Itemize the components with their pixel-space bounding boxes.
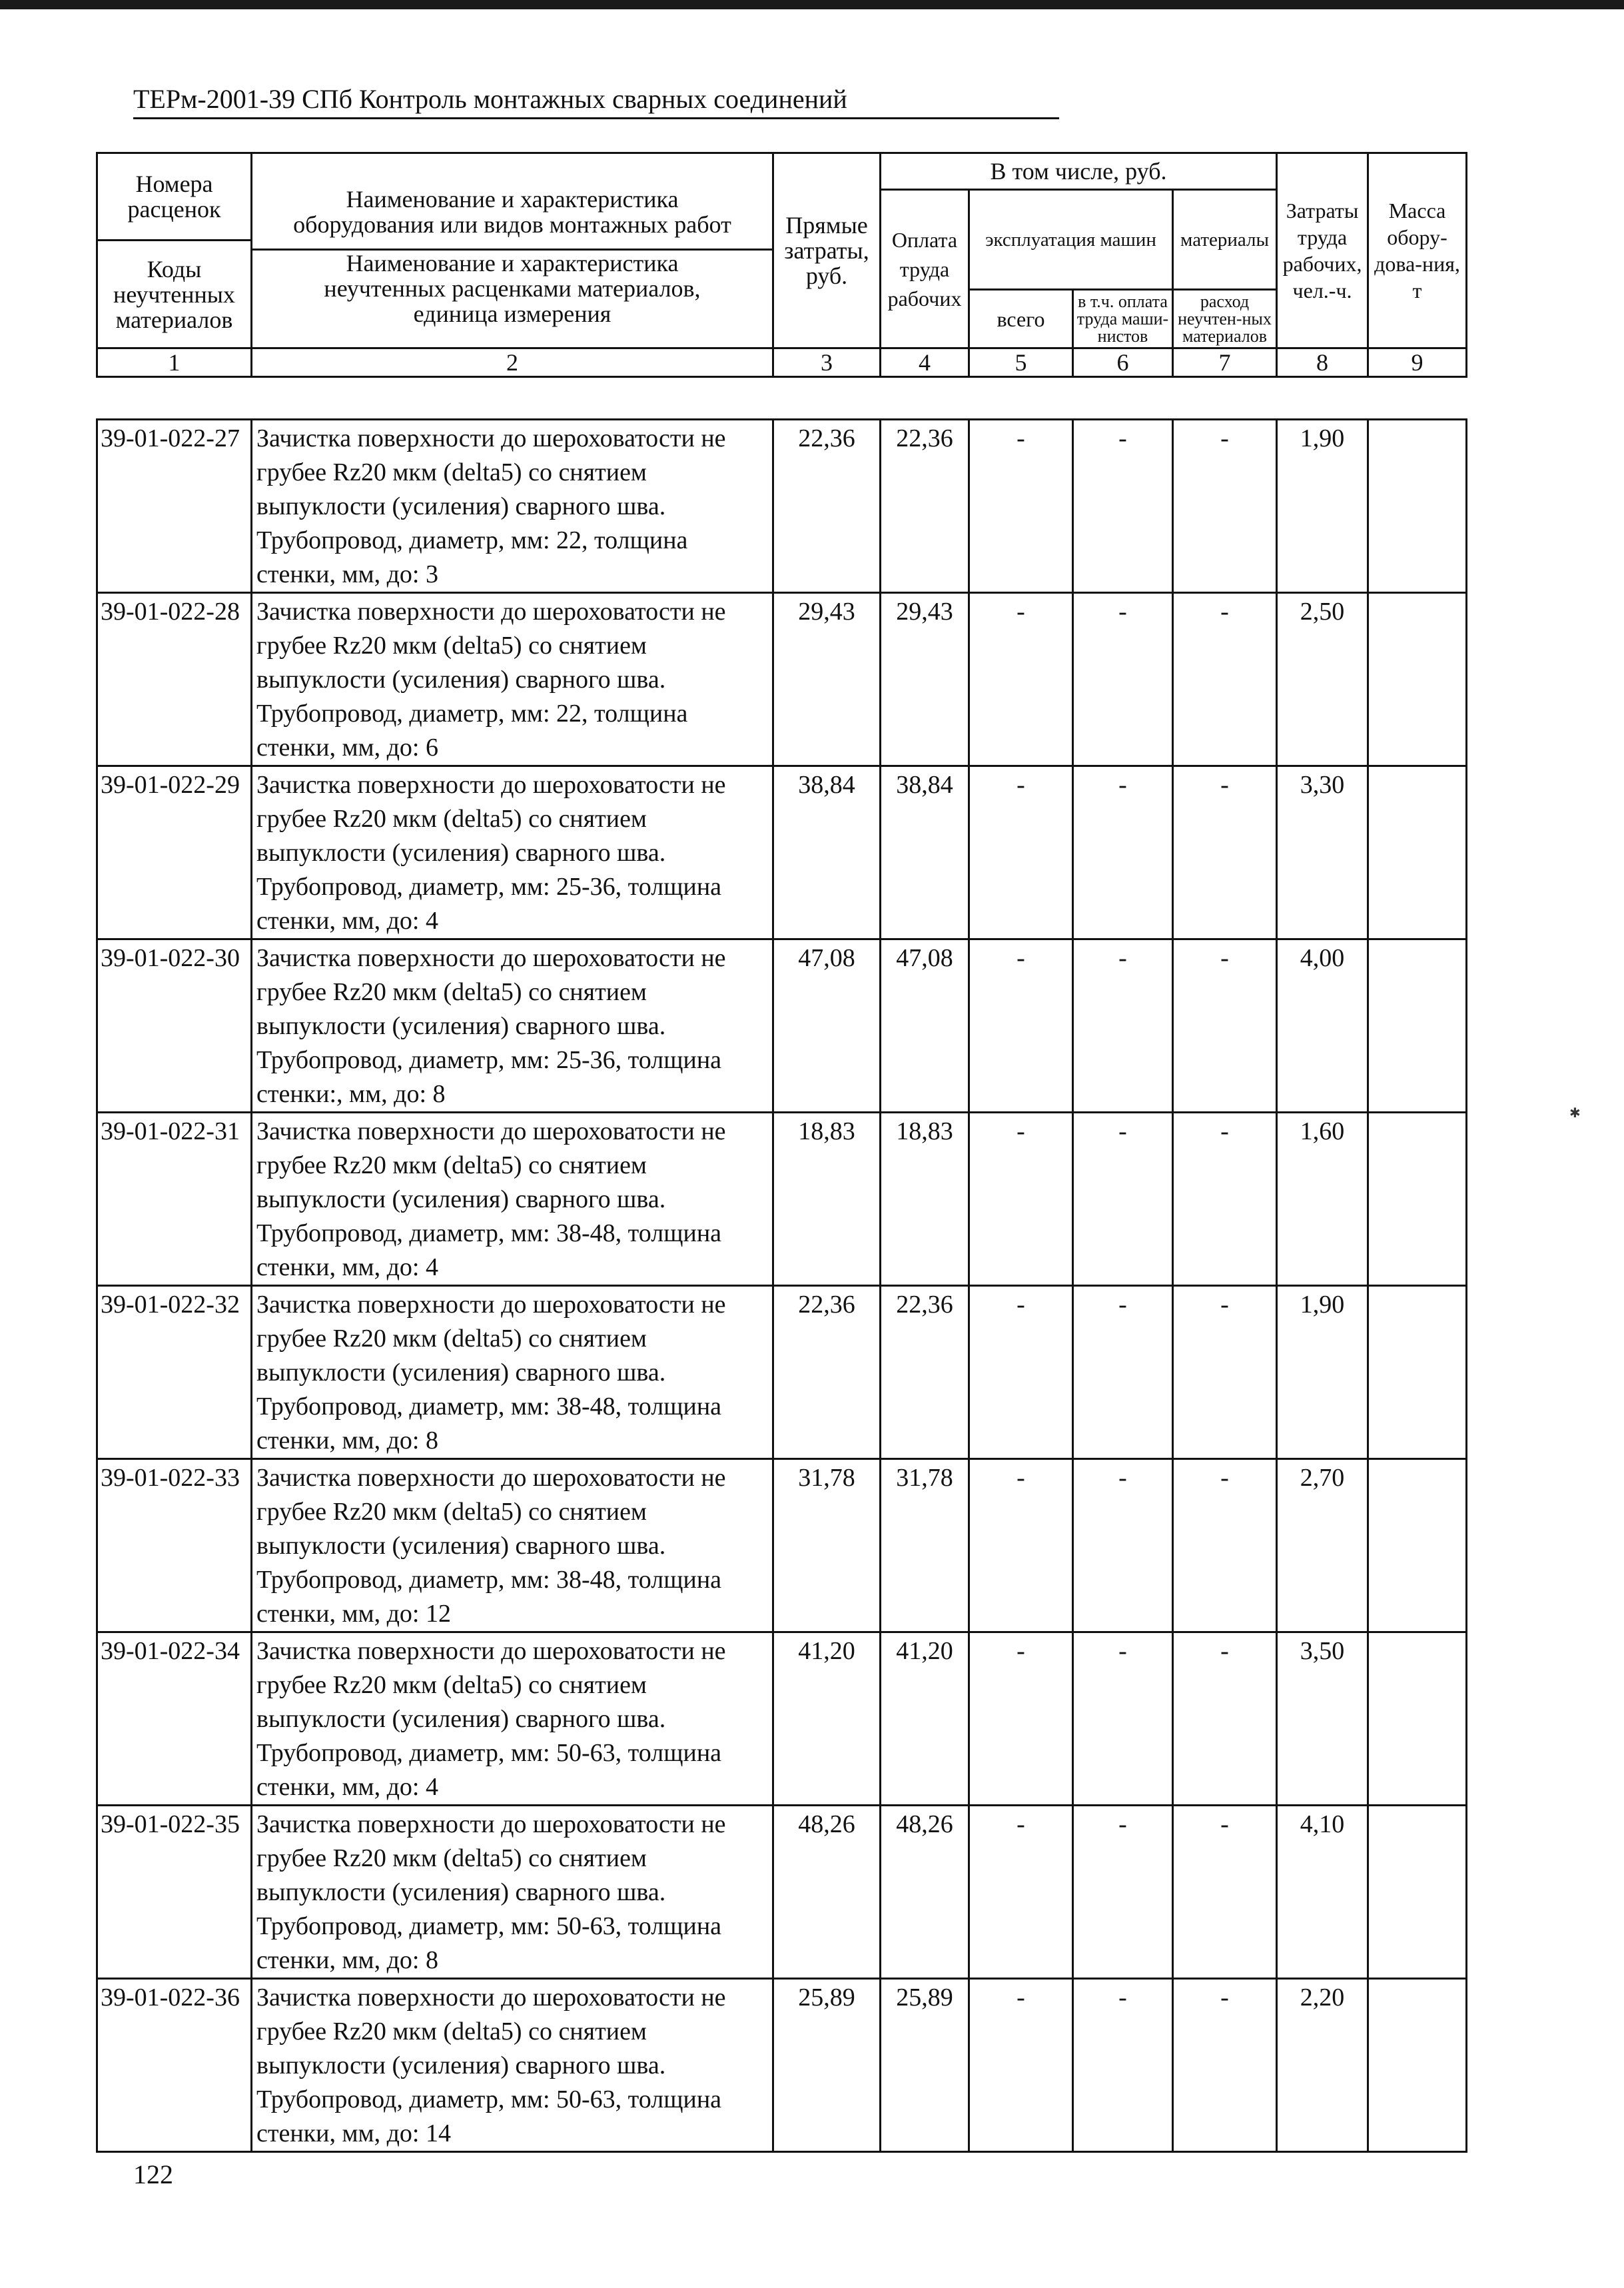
row-mass (1368, 593, 1467, 766)
row-labor-pay: 22,36 (881, 420, 969, 593)
row-description: Зачистка поверхности до шероховатости не грубее Rz20 мкм (delta5) со снятием выпуклости (усиления) сварного шва. Трубопровод, диаметр, мм: 25-36, толщина стенки:, мм, до: 8 (252, 939, 773, 1113)
row-description: Зачистка поверхности до шероховатости не грубее Rz20 мкм (delta5) со снятием выпуклости (усиления) сварного шва. Трубопровод, диаметр, мм: 50-63, толщина стенки, мм, до: 14 (252, 1979, 773, 2152)
row-materials: - (1173, 1806, 1277, 1979)
row-direct-costs: 29,43 (773, 593, 881, 766)
header-number: 2 (252, 348, 773, 377)
row-machinist-labor: - (1073, 1632, 1173, 1806)
row-direct-costs: 18,83 (773, 1113, 881, 1286)
row-labor-pay: 41,20 (881, 1632, 969, 1806)
header-col2-top: Наименование и характеристика оборудования или видов монтажных работ (252, 175, 772, 251)
row-code: 39-01-022-28 (97, 593, 252, 766)
row-materials: - (1173, 1459, 1277, 1632)
header-number: 5 (969, 348, 1073, 377)
row-description: Зачистка поверхности до шероховатости не грубее Rz20 мкм (delta5) со снятием выпуклости (усиления) сварного шва. Трубопровод, диаметр, мм: 22, толщина стенки, мм, до: 6 (252, 593, 773, 766)
row-labor-hours: 2,50 (1277, 593, 1368, 766)
row-labor-hours: 4,10 (1277, 1806, 1368, 1979)
row-machines-total: - (969, 1979, 1073, 2152)
table-row (97, 1113, 1467, 1286)
header-number: 3 (773, 348, 881, 377)
row-description: Зачистка поверхности до шероховатости не грубее Rz20 мкм (delta5) со снятием выпуклости (усиления) сварного шва. Трубопровод, диаметр, мм: 22, толщина стенки, мм, до: 3 (252, 420, 773, 593)
table-header (96, 152, 1467, 378)
row-machinist-labor: - (1073, 1459, 1173, 1632)
row-description: Зачистка поверхности до шероховатости не грубее Rz20 мкм (delta5) со снятием выпуклости (усиления) сварного шва. Трубопровод, диаметр, мм: 25-36, толщина стенки, мм, до: 4 (252, 766, 773, 939)
row-machinist-labor: - (1073, 766, 1173, 939)
scan-speck: ✱ (1569, 1106, 1581, 1121)
row-materials: - (1173, 1979, 1277, 2152)
row-description: Зачистка поверхности до шероховатости не грубее Rz20 мкм (delta5) со снятием выпуклости (усиления) сварного шва. Трубопровод, диаметр, мм: 38-48, толщина стенки, мм, до: 8 (252, 1286, 773, 1459)
table-row (97, 1632, 1467, 1806)
row-description: Зачистка поверхности до шероховатости не грубее Rz20 мкм (delta5) со снятием выпуклости (усиления) сварного шва. Трубопровод, диаметр, мм: 38-48, толщина стенки, мм, до: 12 (252, 1459, 773, 1632)
table-row (97, 1286, 1467, 1459)
table-row (97, 593, 1467, 766)
header-col1-top: Номера расценок (98, 154, 250, 241)
header-number: 4 (881, 348, 969, 377)
row-labor-pay: 48,26 (881, 1806, 969, 1979)
row-labor-pay: 29,43 (881, 593, 969, 766)
page-number: 122 (133, 2159, 173, 2189)
row-labor-hours: 2,20 (1277, 1979, 1368, 2152)
row-direct-costs: 38,84 (773, 766, 881, 939)
row-mass (1368, 939, 1467, 1113)
row-mass (1368, 1113, 1467, 1286)
row-labor-pay: 31,78 (881, 1459, 969, 1632)
row-machinist-labor: - (1073, 420, 1173, 593)
row-machinist-labor: - (1073, 1286, 1173, 1459)
header-col-materials-use: расход неучтен-ных материалов (1173, 290, 1277, 348)
header-number: 1 (97, 348, 252, 377)
row-mass (1368, 1632, 1467, 1806)
row-mass (1368, 1979, 1467, 2152)
row-code: 39-01-022-31 (97, 1113, 252, 1286)
row-machines-total: - (969, 1459, 1073, 1632)
header-col1-bottom: Коды неучтенных материалов (113, 255, 235, 333)
header-col-machines-total: всего (969, 290, 1073, 348)
document-title: ТЕРм-2001-39 СПб Контроль монтажных сварных соединений (133, 81, 1059, 119)
header-number: 7 (1173, 348, 1277, 377)
row-mass (1368, 766, 1467, 939)
table-row (97, 1806, 1467, 1979)
row-labor-pay: 18,83 (881, 1113, 969, 1286)
table-row (97, 766, 1467, 939)
row-labor-pay: 47,08 (881, 939, 969, 1113)
header-col-codes (97, 153, 252, 348)
row-description: Зачистка поверхности до шероховатости не грубее Rz20 мкм (delta5) со снятием выпуклости (усиления) сварного шва. Трубопровод, диаметр, мм: 50-63, толщина стенки, мм, до: 4 (252, 1632, 773, 1806)
row-direct-costs: 22,36 (773, 420, 881, 593)
row-machinist-labor: - (1073, 1806, 1173, 1979)
row-machines-total: - (969, 1286, 1073, 1459)
row-labor-hours: 2,70 (1277, 1459, 1368, 1632)
row-mass (1368, 1459, 1467, 1632)
row-mass (1368, 1286, 1467, 1459)
header-col-labor: Оплата труда рабочих (881, 190, 969, 348)
table-row (97, 420, 1467, 593)
row-direct-costs: 25,89 (773, 1979, 881, 2152)
row-code: 39-01-022-35 (97, 1806, 252, 1979)
row-code: 39-01-022-29 (97, 766, 252, 939)
row-direct-costs: 22,36 (773, 1286, 881, 1459)
header-col-direct: Прямые затраты, руб. (773, 153, 881, 348)
row-labor-pay: 25,89 (881, 1979, 969, 2152)
row-direct-costs: 48,26 (773, 1806, 881, 1979)
row-materials: - (1173, 1113, 1277, 1286)
row-machinist-labor: - (1073, 1979, 1173, 2152)
row-description: Зачистка поверхности до шероховатости не грубее Rz20 мкм (delta5) со снятием выпуклости (усиления) сварного шва. Трубопровод, диаметр, мм: 38-48, толщина стенки, мм, до: 4 (252, 1113, 773, 1286)
header-number: 8 (1277, 348, 1368, 377)
header-col2-bottom: Наименование и характеристика неучтенных расценками материалов, единица измерения (324, 249, 701, 327)
header-group-including: В том числе, руб. (881, 153, 1277, 190)
row-labor-hours: 4,00 (1277, 939, 1368, 1113)
row-labor-pay: 38,84 (881, 766, 969, 939)
row-materials: - (1173, 766, 1277, 939)
row-direct-costs: 41,20 (773, 1632, 881, 1806)
row-materials: - (1173, 939, 1277, 1113)
row-machinist-labor: - (1073, 593, 1173, 766)
row-mass (1368, 420, 1467, 593)
row-code: 39-01-022-27 (97, 420, 252, 593)
row-direct-costs: 47,08 (773, 939, 881, 1113)
row-machinist-labor: - (1073, 1113, 1173, 1286)
header-col-machinist-labor: в т.ч. оплата труда маши-нистов (1073, 290, 1173, 348)
row-machines-total: - (969, 1113, 1073, 1286)
row-labor-pay: 22,36 (881, 1286, 969, 1459)
header-group-machines: эксплуатация машин (969, 190, 1173, 290)
row-materials: - (1173, 1286, 1277, 1459)
row-machines-total: - (969, 766, 1073, 939)
row-machines-total: - (969, 939, 1073, 1113)
header-group-materials: материалы (1173, 190, 1277, 290)
header-col-hours: Затраты труда рабочих, чел.-ч. (1277, 153, 1368, 348)
header-col-names (252, 153, 773, 348)
row-labor-hours: 3,30 (1277, 766, 1368, 939)
row-labor-hours: 3,50 (1277, 1632, 1368, 1806)
row-materials: - (1173, 1632, 1277, 1806)
row-code: 39-01-022-36 (97, 1979, 252, 2152)
row-description: Зачистка поверхности до шероховатости не грубее Rz20 мкм (delta5) со снятием выпуклости (усиления) сварного шва. Трубопровод, диаметр, мм: 50-63, толщина стенки, мм, до: 8 (252, 1806, 773, 1979)
row-machines-total: - (969, 420, 1073, 593)
table-row (97, 939, 1467, 1113)
row-direct-costs: 31,78 (773, 1459, 881, 1632)
row-materials: - (1173, 420, 1277, 593)
row-labor-hours: 1,90 (1277, 1286, 1368, 1459)
header-number: 6 (1073, 348, 1173, 377)
table-row (97, 1459, 1467, 1632)
row-code: 39-01-022-32 (97, 1286, 252, 1459)
rates-table (96, 418, 1467, 2153)
row-labor-hours: 1,60 (1277, 1113, 1368, 1286)
header-number: 9 (1368, 348, 1467, 377)
row-code: 39-01-022-34 (97, 1632, 252, 1806)
row-machines-total: - (969, 593, 1073, 766)
row-materials: - (1173, 593, 1277, 766)
header-col-mass: Масса обору-дова-ния, т (1368, 153, 1467, 348)
row-labor-hours: 1,90 (1277, 420, 1368, 593)
row-mass (1368, 1806, 1467, 1979)
row-code: 39-01-022-33 (97, 1459, 252, 1632)
table-row (97, 1979, 1467, 2152)
row-machinist-labor: - (1073, 939, 1173, 1113)
row-machines-total: - (969, 1632, 1073, 1806)
row-machines-total: - (969, 1806, 1073, 1979)
scan-top-edge (0, 0, 1624, 9)
row-code: 39-01-022-30 (97, 939, 252, 1113)
